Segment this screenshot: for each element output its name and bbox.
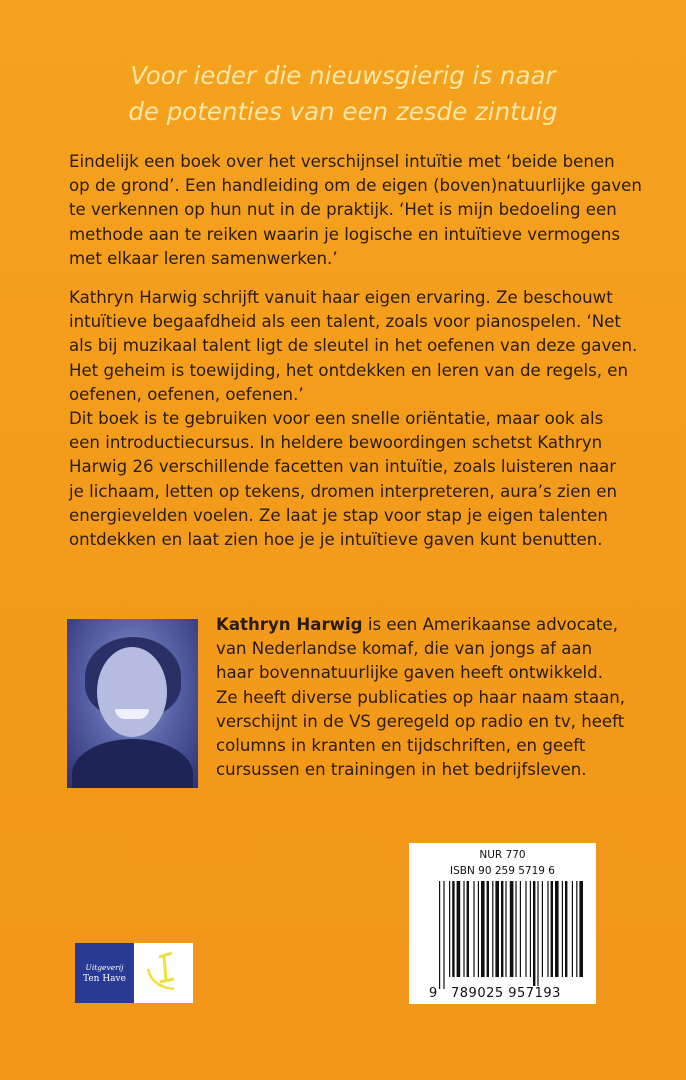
text-line: is een Amerikaanse advocate,	[362, 615, 618, 634]
barcode-bar	[463, 881, 464, 977]
barcode-bar	[510, 881, 514, 977]
text-line: van Nederlandse komaf, die van jongs af aan	[216, 639, 593, 659]
author-bio	[216, 613, 625, 782]
text-line: Kathryn Harwig schrijft vanuit haar eigen ervaring. Ze beschouwt	[69, 288, 613, 307]
barcode-bar	[530, 881, 531, 977]
barcode-bar	[495, 881, 499, 977]
headline-line: de potenties van een zesde zintuig	[128, 97, 558, 126]
barcode-bar	[487, 881, 489, 977]
text-line: op de grond’. Een handleiding om de eigen (boven)natuurlijke gaven	[69, 176, 642, 196]
publisher-name: Ten Have	[83, 974, 126, 984]
text-line: Eindelijk een boek over het verschijnsel intuïtie met ‘beide benen	[69, 152, 615, 171]
barcode-digits: 789025 957193	[451, 986, 561, 1001]
barcode-bar	[551, 881, 553, 977]
barcode-bar	[576, 881, 577, 977]
text-line: columns in kranten en tijdschriften, en geeft	[216, 736, 586, 756]
text-line: een introductiecursus. In heldere bewoordingen schetst Kathryn	[69, 433, 603, 453]
barcode-bar	[492, 881, 493, 977]
description-paragraph	[69, 286, 637, 552]
barcode-first-digit: 9	[429, 986, 438, 1001]
barcode-bar	[547, 881, 548, 977]
barcode-bar	[542, 881, 543, 977]
barcode-bar	[457, 881, 461, 977]
barcode-bar	[520, 881, 521, 977]
barcode-bar	[449, 881, 450, 977]
barcode-bar	[478, 881, 479, 977]
barcode-bar	[515, 881, 516, 977]
nur-code: NUR 770	[479, 849, 526, 861]
headline	[0, 58, 686, 130]
barcode-bar	[525, 881, 526, 977]
barcode-bar	[481, 881, 485, 977]
barcode-bar	[579, 881, 583, 977]
barcode-bar	[505, 881, 506, 977]
publisher-label: Uitgeverij	[85, 963, 124, 972]
text-line: Dit boek is te gebruiken voor een snelle oriëntatie, maar ook als	[69, 409, 604, 429]
barcode-bar	[452, 881, 454, 977]
text-line: als bij muzikaal talent ligt de sleutel in het oefenen van deze gaven.	[69, 336, 638, 356]
intro-paragraph	[69, 150, 642, 271]
barcode-bar	[467, 881, 469, 977]
barcode-bar	[537, 881, 538, 989]
barcode-bar	[501, 881, 503, 977]
barcode-bar	[562, 881, 563, 977]
text-line: je lichaam, letten op tekens, dromen interpreteren, aura’s zien en	[69, 481, 617, 501]
text-line: energievelden voelen. Ze laat je stap voor stap je eigen talenten	[69, 505, 608, 525]
headline-line: Voor ieder die nieuwsgierig is naar	[130, 61, 556, 90]
isbn-number: ISBN 90 259 5719 6	[450, 865, 555, 877]
barcode-bar	[473, 881, 474, 977]
text-line: ontdekken en laat zien hoe je je intuïtieve gaven kunt benutten.	[69, 530, 603, 550]
barcode-bar	[565, 881, 567, 977]
barcode-bars	[439, 881, 584, 989]
text-line: intuïtieve begaafdheid als een talent, zoals voor pianospelen. ‘Net	[69, 312, 621, 332]
text-line: haar bovennatuurlijke gaven heeft ontwikkeld.	[216, 663, 603, 683]
barcode-bar	[443, 881, 444, 989]
text-line: met elkaar leren samenwerken.’	[69, 248, 338, 268]
barcode-label	[409, 843, 596, 1004]
text-line: te verkennen op hun nut in de praktijk. ‘Het is mijn bedoeling een	[69, 200, 617, 220]
barcode-bar	[439, 881, 440, 989]
publisher-mark-icon	[134, 943, 193, 1003]
author-name: Kathryn Harwig	[216, 615, 363, 634]
barcode-bar	[533, 881, 535, 989]
barcode-bar	[572, 881, 573, 977]
text-line: Ze heeft diverse publicaties op haar naam staan,	[216, 687, 626, 707]
text-line: methode aan te reiken waarin je logische en intuïtieve vermogens	[69, 224, 621, 244]
author-photo	[67, 619, 198, 788]
publisher-logo	[75, 943, 193, 1003]
barcode-bar	[555, 881, 559, 977]
text-line: cursussen en trainingen in het bedrijfsleven.	[216, 760, 587, 780]
text-line: Het geheim is toewijding, het ontdekken en leren van de regels, en	[69, 360, 628, 380]
text-line: oefenen, oefenen, oefenen.’	[69, 384, 304, 404]
text-line: verschijnt in de VS geregeld op radio en tv, heeft	[216, 711, 625, 731]
text-line: Harwig 26 verschillende facetten van intuïtie, zoals luisteren naar	[69, 457, 617, 477]
